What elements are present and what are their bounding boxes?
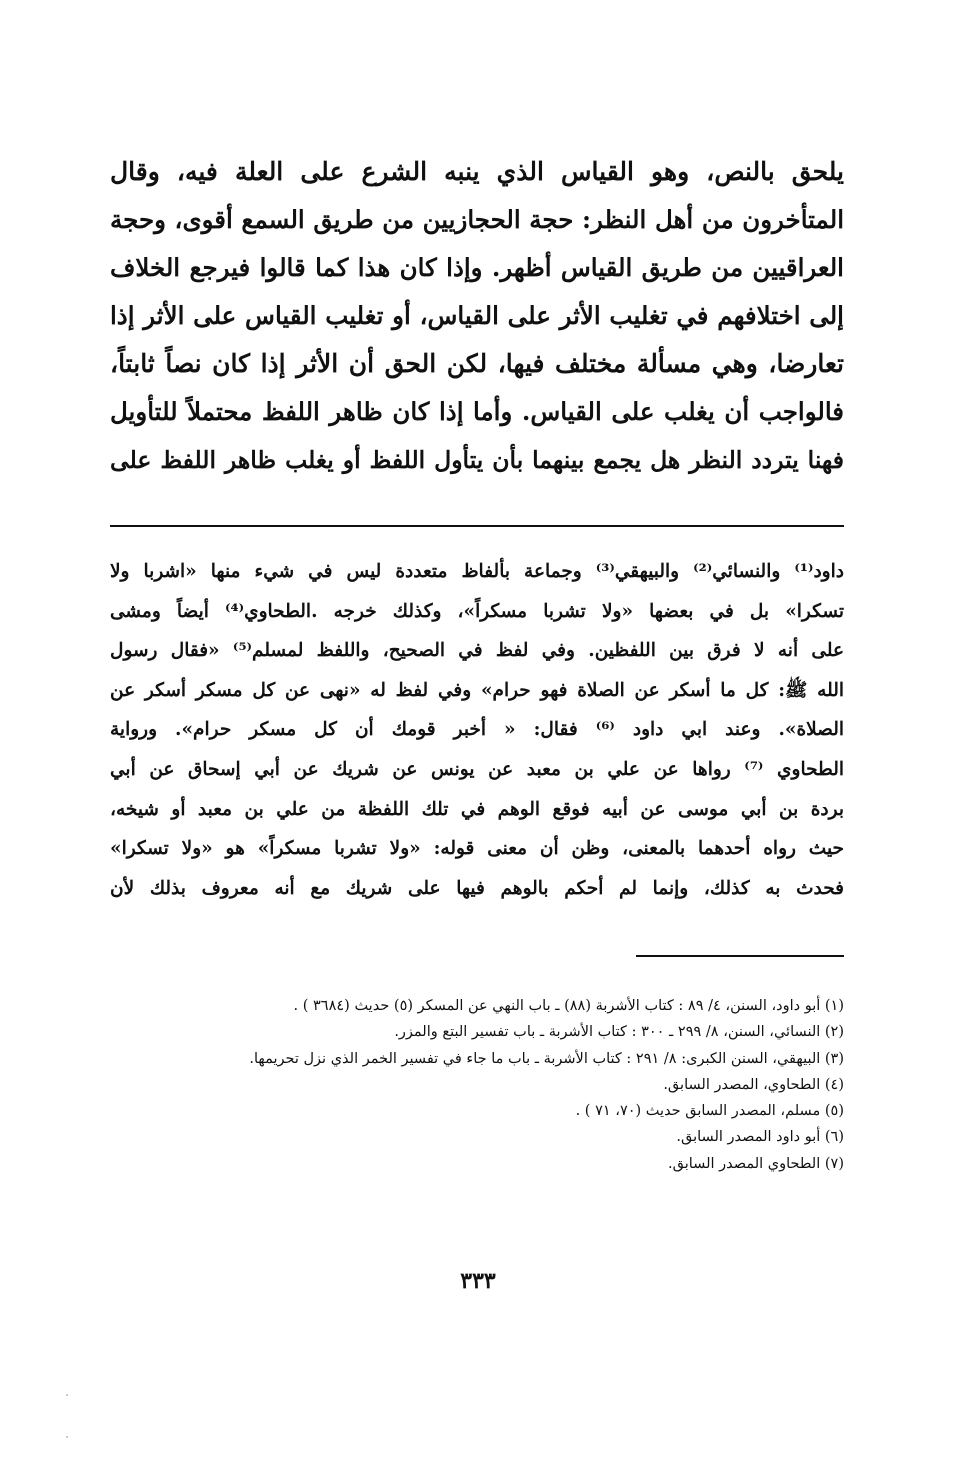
scan-speck: [66, 1436, 68, 1438]
footnote: (٤) الطحاوي، المصدر السابق.: [663, 1076, 844, 1093]
scan-speck: [66, 1394, 68, 1396]
commentary-line: تسكرا» بل في بعضها «ولا تشربا مسكراً»، وكذلك خرجه .الطحاوي⁽⁴⁾ أيضاً ومشى: [110, 600, 844, 622]
footnote: (٦) أبو داود المصدر السابق.: [676, 1129, 844, 1146]
commentary-line: الصلاة». وعند ابي داود ⁽⁶⁾ فقال: « أخبر قومك أن كل مسكر حرام». ورواية: [110, 719, 844, 741]
main-text-line: المتأخرون من أهل النظر: حجة الحجازيين من طريق السمع أقوى، وحجة: [110, 205, 844, 234]
page-number: ٣٣٣: [460, 1268, 496, 1294]
main-text-line: فالواجب أن يغلب على القياس. وأما إذا كان ظاهر اللفظ محتملاً للتأويل: [110, 397, 844, 426]
commentary-line: داود⁽¹⁾ والنسائي⁽²⁾ والبيهقي⁽³⁾ وجماعة بألفاظ متعددة ليس في شيء منها «اشربا ولا: [110, 561, 844, 582]
commentary-line: حيث رواه أحدهما بالمعنى، وظن أن معنى قوله: «ولا تشربا مسكراً» هو «ولا تسكرا»: [110, 838, 844, 860]
footnote-divider-rule: [636, 955, 844, 957]
main-text-block: [110, 148, 844, 484]
main-divider-rule: [110, 525, 844, 527]
commentary-line: بردة بن أبي موسى عن أبيه فوقع الوهم في تلك اللفظة من علي بن معبد أو شيخه،: [110, 798, 844, 820]
main-text-line: فهنا يتردد النظر هل يجمع بينهما بأن يتأول اللفظ أو يغلب ظاهر اللفظ على: [110, 446, 844, 474]
commentary-line: الطحاوي ⁽⁷⁾ رواها عن علي بن معبد عن يونس عن شريك عن أبي إسحاق عن أبي: [110, 758, 844, 780]
commentary-line: الله ﷺ: كل ما أسكر عن الصلاة فهو حرام» وفي لفظ له «نهى عن كل مسكر أسكر عن: [110, 679, 844, 701]
footnote-list: [110, 993, 844, 1177]
main-text-line: يلحق بالنص، وهو القياس الذي ينبه الشرع على العلة فيه، وقال: [110, 157, 844, 186]
commentary-line: فحدث به كذلك، وإنما لم أحكم بالوهم فيها على شريك مع أنه معروف بذلك لأن: [110, 877, 844, 899]
main-text-line: إلى اختلافهم في تغليب الأثر على القياس، أو تغليب القياس على الأثر إذا: [110, 301, 844, 330]
footnote: (٥) مسلم، المصدر السابق حديث (٧٠، ٧١ ) .: [575, 1103, 844, 1120]
commentary-text-block: [110, 552, 844, 908]
main-text-line: تعارضا، وهي مسألة مختلف فيها، لكن الحق أن الأثر إذا كان نصاً ثابتاً،: [110, 349, 844, 378]
footnote: (٧) الطحاوي المصدر السابق.: [668, 1155, 844, 1172]
footnote: (١) أبو داود، السنن، ٤/ ٨٩ : كتاب الأشربة (٨٨) ـ باب النهي عن المسكر (٥) حديث (٣٦٨٤ ) .: [293, 998, 844, 1014]
footnote: (٣) البيهقي، السنن الكبرى: ٨/ ٢٩١ : كتاب الأشربة ـ باب ما جاء في تفسير الخمر الذي نزل تحريمها.: [249, 1050, 844, 1067]
footnote: (٢) النسائي، السنن، ٨/ ٢٩٩ ـ ٣٠٠ : كتاب الأشربة ـ باب تفسير البتع والمزر.: [394, 1024, 844, 1041]
main-text-line: العراقيين من طريق القياس أظهر. وإذا كان هذا كما قالوا فيرجع الخلاف: [110, 253, 844, 282]
commentary-line: على أنه لا فرق بين اللفظين. وفي لفظ في الصحيح، واللفظ لمسلم⁽⁵⁾ «فقال رسول: [110, 640, 844, 662]
